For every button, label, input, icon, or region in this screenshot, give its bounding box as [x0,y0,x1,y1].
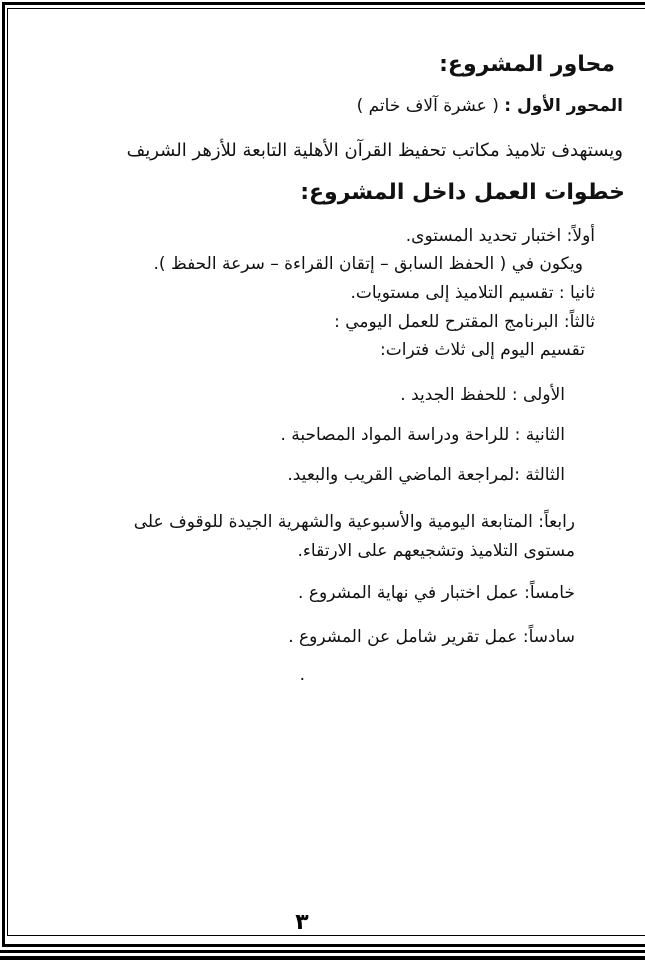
step-6: سادساً: عمل تقرير شامل عن المشروع . [288,627,575,647]
step-2: ثانيا : تقسيم التلاميذ إلى مستويات. [350,283,595,303]
axis-one-label: المحور الأول : [504,96,623,116]
steps-heading: خطوات العمل داخل المشروع: [300,180,625,205]
step-5: خامساً: عمل اختبار في نهاية المشروع . [298,583,575,603]
axis-one-value: ( عشرة آلاف خاتم ) [356,96,499,116]
period-1: الأولى : للحفظ الجديد . [400,385,565,405]
step-3: ثالثاً: البرنامج المقترح للعمل اليومي : [334,312,595,332]
bottom-rule [0,950,645,953]
step-4-line-2: مستوى التلاميذ وتشجيعهم على الارتقاء. [297,541,575,561]
period-2: الثانية : للراحة ودراسة المواد المصاحبة . [280,425,565,445]
step-1: أولاً: اختبار تحديد المستوى. [405,226,595,246]
step-3-detail: تقسيم اليوم إلى ثلاث فترات: [380,340,585,360]
trailing-dot: . [299,665,305,685]
bottom-rule-thick [0,956,645,960]
target-line: ويستهدف تلاميذ مكاتب تحفيظ القرآن الأهلية التابعة للأزهر الشريف [126,140,623,161]
step-4-line-1: رابعاً: المتابعة اليومية والأسبوعية والشهرية الجيدة للوقوف على [133,512,575,532]
step-1-detail: ويكون في ( الحفظ السابق – إتقان القراءة – سرعة الحفظ ). [153,254,583,274]
period-3: الثالثة :لمراجعة الماضي القريب والبعيد. [287,465,565,485]
axis-one-line [357,96,623,116]
page-number: ٣ [295,910,309,935]
page-title: محاور المشروع: [439,52,615,77]
